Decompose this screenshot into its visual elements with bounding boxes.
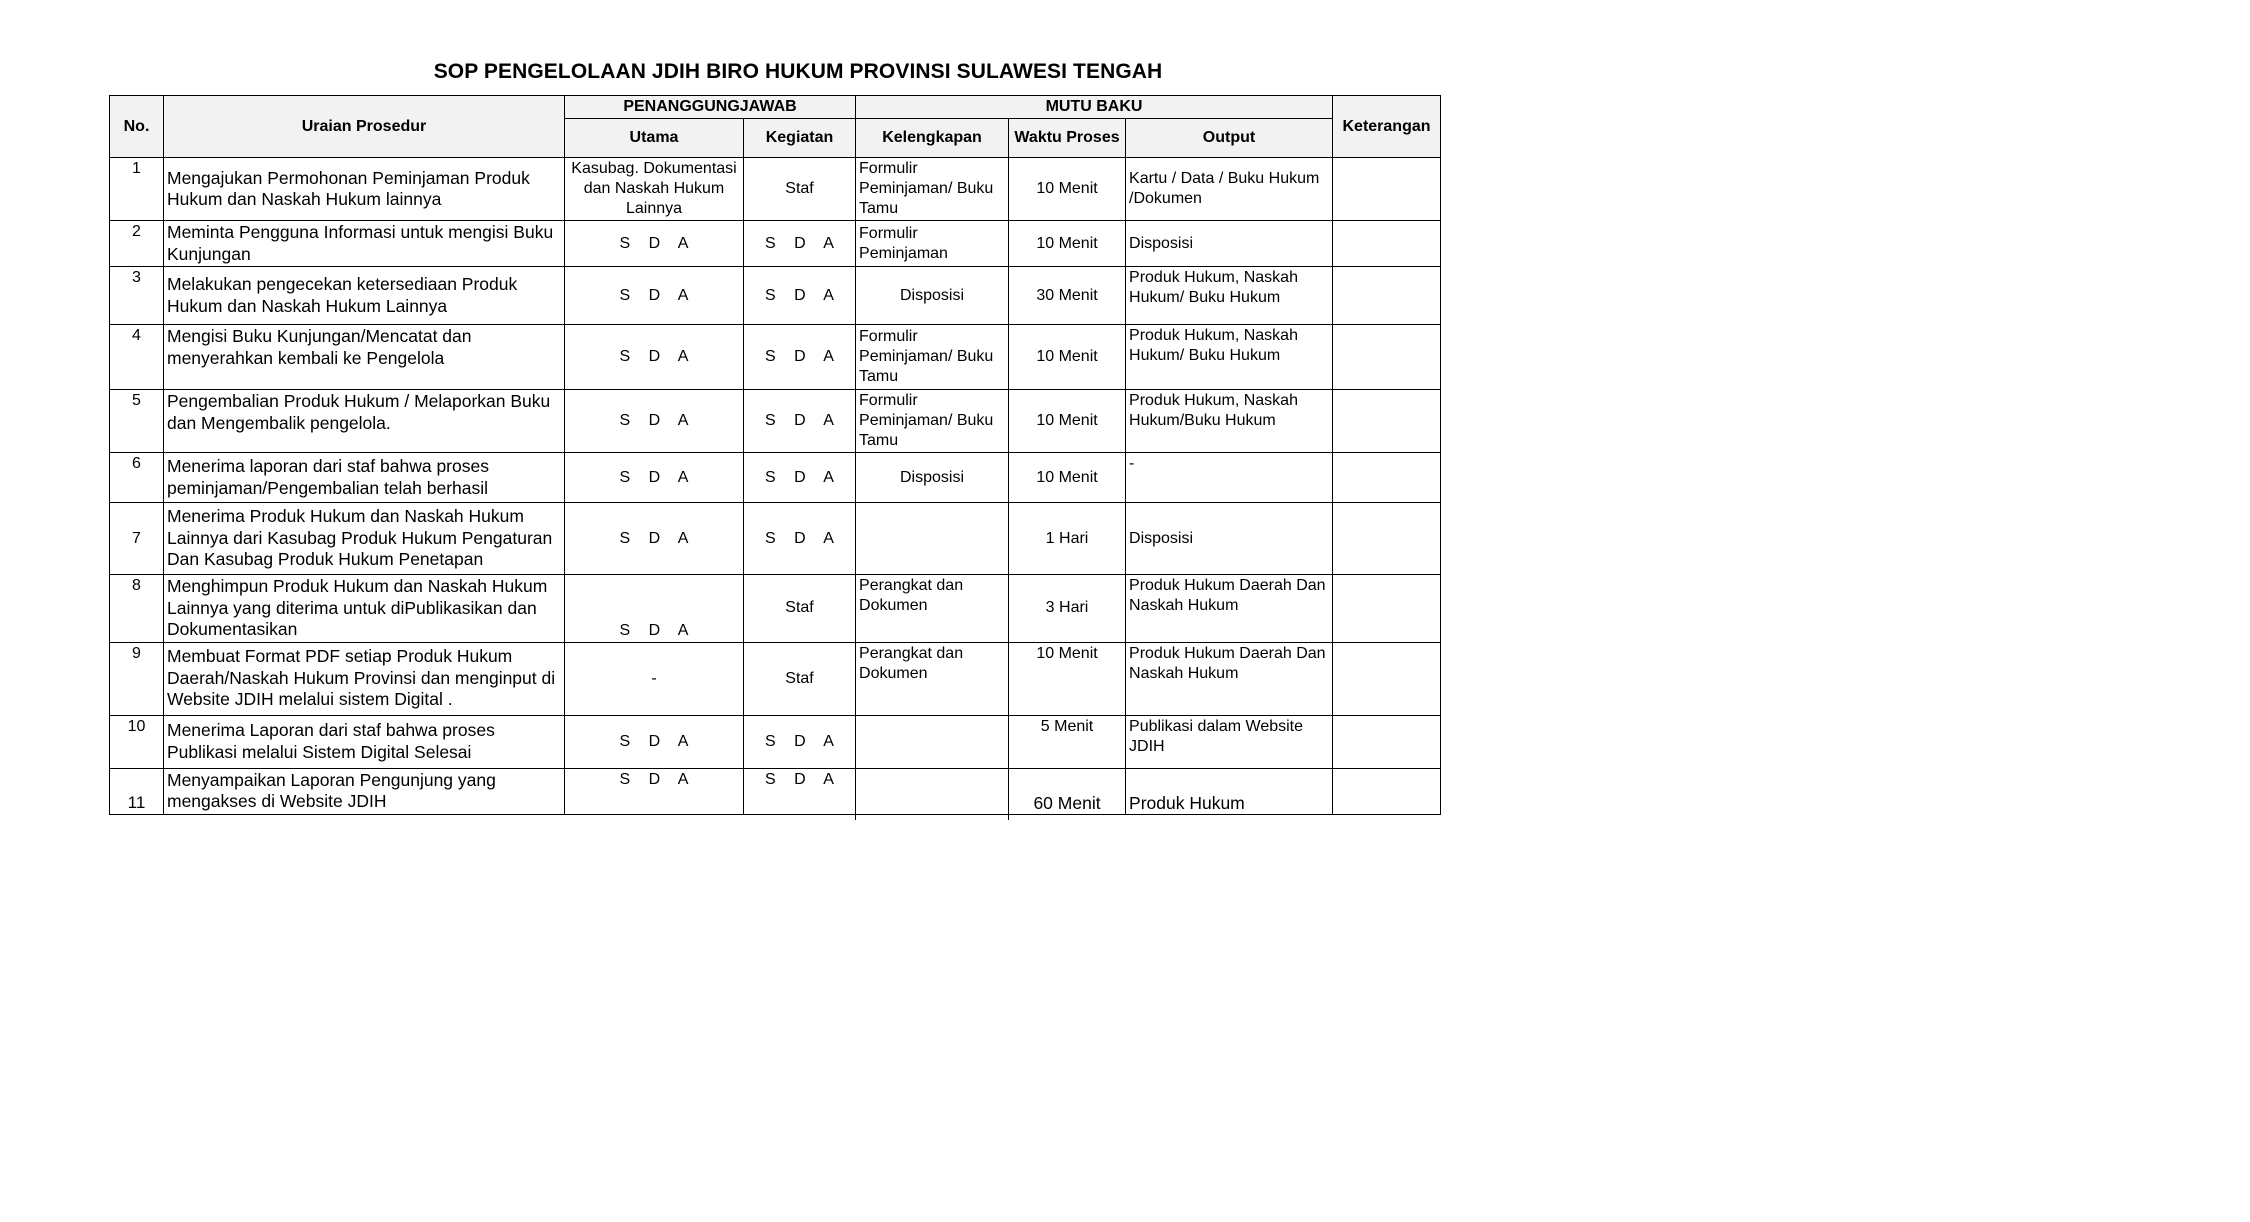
row-kelengkapan: Formulir Peminjaman/ Buku Tamu	[856, 325, 1009, 390]
row-utama: S D A	[565, 453, 744, 503]
header-no: No.	[110, 96, 164, 158]
row-kelengkapan	[856, 715, 1009, 768]
row-keterangan	[1333, 642, 1441, 715]
row-no: 11	[110, 768, 164, 814]
row-utama: S D A	[565, 267, 744, 325]
row-output: Produk Hukum Daerah Dan Naskah Hukum	[1126, 642, 1333, 715]
trailing-gridline	[1008, 798, 1009, 820]
row-output: -	[1126, 453, 1333, 503]
header-utama: Utama	[565, 119, 744, 158]
row-keterangan	[1333, 158, 1441, 221]
row-utama: S D A	[565, 325, 744, 390]
row-output: Produk Hukum, Naskah Hukum/Buku Hukum	[1126, 390, 1333, 453]
table-row	[110, 325, 1441, 390]
row-kegiatan: S D A	[744, 267, 856, 325]
row-utama: S D A	[565, 575, 744, 643]
row-uraian: Menerima laporan dari staf bahwa proses peminjaman/Pengembalian telah berhasil	[164, 453, 565, 503]
row-utama: S D A	[565, 221, 744, 267]
row-waktu: 10 Menit	[1009, 390, 1126, 453]
row-keterangan	[1333, 325, 1441, 390]
row-keterangan	[1333, 768, 1441, 814]
table-row	[110, 503, 1441, 575]
header-keterangan: Keterangan	[1333, 96, 1441, 158]
table-row	[110, 642, 1441, 715]
header-kelengkapan: Kelengkapan	[856, 119, 1009, 158]
row-uraian: Melakukan pengecekan ketersediaan Produk Hukum dan Naskah Hukum Lainnya	[164, 267, 565, 325]
row-utama: S D A	[565, 768, 744, 814]
row-kegiatan: S D A	[744, 768, 856, 814]
row-kelengkapan	[856, 768, 1009, 814]
row-kegiatan: S D A	[744, 453, 856, 503]
row-waktu: 3 Hari	[1009, 575, 1126, 643]
row-uraian: Menerima Laporan dari staf bahwa proses Publikasi melalui Sistem Digital Selesai	[164, 715, 565, 768]
row-uraian: Menghimpun Produk Hukum dan Naskah Hukum Lainnya yang diterima untuk diPublikasikan dan Dokumentasikan	[164, 575, 565, 643]
row-kegiatan: S D A	[744, 390, 856, 453]
row-keterangan	[1333, 503, 1441, 575]
row-output: Kartu / Data / Buku Hukum /Dokumen	[1126, 158, 1333, 221]
row-uraian: Meminta Pengguna Informasi untuk mengisi Buku Kunjungan	[164, 221, 565, 267]
document-title: SOP PENGELOLAAN JDIH BIRO HUKUM PROVINSI SULAWESI TENGAH	[433, 60, 1163, 83]
row-output: Disposisi	[1126, 503, 1333, 575]
row-waktu: 10 Menit	[1009, 221, 1126, 267]
row-keterangan	[1333, 221, 1441, 267]
row-uraian: Mengisi Buku Kunjungan/Mencatat dan menyerahkan kembali ke Pengelola	[164, 325, 565, 390]
row-keterangan	[1333, 267, 1441, 325]
row-kelengkapan: Perangkat dan Dokumen	[856, 575, 1009, 643]
row-no: 10	[110, 715, 164, 768]
row-kegiatan: S D A	[744, 221, 856, 267]
row-kegiatan: Staf	[744, 642, 856, 715]
row-uraian: Mengajukan Permohonan Peminjaman Produk Hukum dan Naskah Hukum lainnya	[164, 158, 565, 221]
row-keterangan	[1333, 390, 1441, 453]
row-waktu: 10 Menit	[1009, 158, 1126, 221]
row-utama: -	[565, 642, 744, 715]
row-no: 5	[110, 390, 164, 453]
table-row	[110, 390, 1441, 453]
row-keterangan	[1333, 715, 1441, 768]
row-output: Produk Hukum	[1126, 768, 1333, 814]
header-output: Output	[1126, 119, 1333, 158]
row-no: 7	[110, 503, 164, 575]
sop-table	[109, 95, 1441, 815]
row-keterangan	[1333, 453, 1441, 503]
row-no: 8	[110, 575, 164, 643]
row-no: 3	[110, 267, 164, 325]
table-row	[110, 453, 1441, 503]
row-kelengkapan: Perangkat dan Dokumen	[856, 642, 1009, 715]
row-waktu: 5 Menit	[1009, 715, 1126, 768]
table-row	[110, 221, 1441, 267]
row-kelengkapan	[856, 503, 1009, 575]
table-row	[110, 575, 1441, 643]
header-kegiatan: Kegiatan	[744, 119, 856, 158]
header-waktu-proses: Waktu Proses	[1009, 119, 1126, 158]
row-uraian: Menyampaikan Laporan Pengunjung yang mengakses di Website JDIH	[164, 768, 565, 814]
row-output: Disposisi	[1126, 221, 1333, 267]
row-no: 4	[110, 325, 164, 390]
header-penanggungjawab: PENANGGUNGJAWAB	[565, 96, 856, 119]
row-no: 6	[110, 453, 164, 503]
row-no: 9	[110, 642, 164, 715]
row-waktu: 10 Menit	[1009, 453, 1126, 503]
row-no: 2	[110, 221, 164, 267]
row-no: 1	[110, 158, 164, 221]
row-kelengkapan: Disposisi	[856, 267, 1009, 325]
row-uraian: Membuat Format PDF setiap Produk Hukum Daerah/Naskah Hukum Provinsi dan menginput di Website JDIH melalui sistem Digital .	[164, 642, 565, 715]
table-row	[110, 768, 1441, 814]
row-utama: S D A	[565, 390, 744, 453]
row-output: Produk Hukum, Naskah Hukum/ Buku Hukum	[1126, 267, 1333, 325]
row-waktu: 10 Menit	[1009, 325, 1126, 390]
row-kegiatan: S D A	[744, 503, 856, 575]
header-uraian: Uraian Prosedur	[164, 96, 565, 158]
row-kelengkapan: Formulir Peminjaman/ Buku Tamu	[856, 158, 1009, 221]
row-utama: S D A	[565, 503, 744, 575]
trailing-gridline	[855, 798, 856, 820]
row-waktu: 10 Menit	[1009, 642, 1126, 715]
row-kelengkapan: Formulir Peminjaman	[856, 221, 1009, 267]
table-row	[110, 158, 1441, 221]
row-utama: S D A	[565, 715, 744, 768]
row-kegiatan: S D A	[744, 325, 856, 390]
row-kelengkapan: Formulir Peminjaman/ Buku Tamu	[856, 390, 1009, 453]
table-row	[110, 715, 1441, 768]
row-uraian: Menerima Produk Hukum dan Naskah Hukum Lainnya dari Kasubag Produk Hukum Pengaturan Dan Kasubag Produk Hukum Penetapan	[164, 503, 565, 575]
row-kegiatan: Staf	[744, 575, 856, 643]
row-output: Produk Hukum Daerah Dan Naskah Hukum	[1126, 575, 1333, 643]
row-kegiatan: Staf	[744, 158, 856, 221]
row-waktu: 1 Hari	[1009, 503, 1126, 575]
row-keterangan	[1333, 575, 1441, 643]
row-kelengkapan: Disposisi	[856, 453, 1009, 503]
row-waktu: 60 Menit	[1009, 768, 1126, 814]
row-kegiatan: S D A	[744, 715, 856, 768]
row-output: Publikasi dalam Website JDIH	[1126, 715, 1333, 768]
table-row	[110, 267, 1441, 325]
row-output: Produk Hukum, Naskah Hukum/ Buku Hukum	[1126, 325, 1333, 390]
row-waktu: 30 Menit	[1009, 267, 1126, 325]
header-mutu-baku: MUTU BAKU	[856, 96, 1333, 119]
row-utama: Kasubag. Dokumentasi dan Naskah Hukum Lainnya	[565, 158, 744, 221]
row-uraian: Pengembalian Produk Hukum / Melaporkan Buku dan Mengembalik pengelola.	[164, 390, 565, 453]
